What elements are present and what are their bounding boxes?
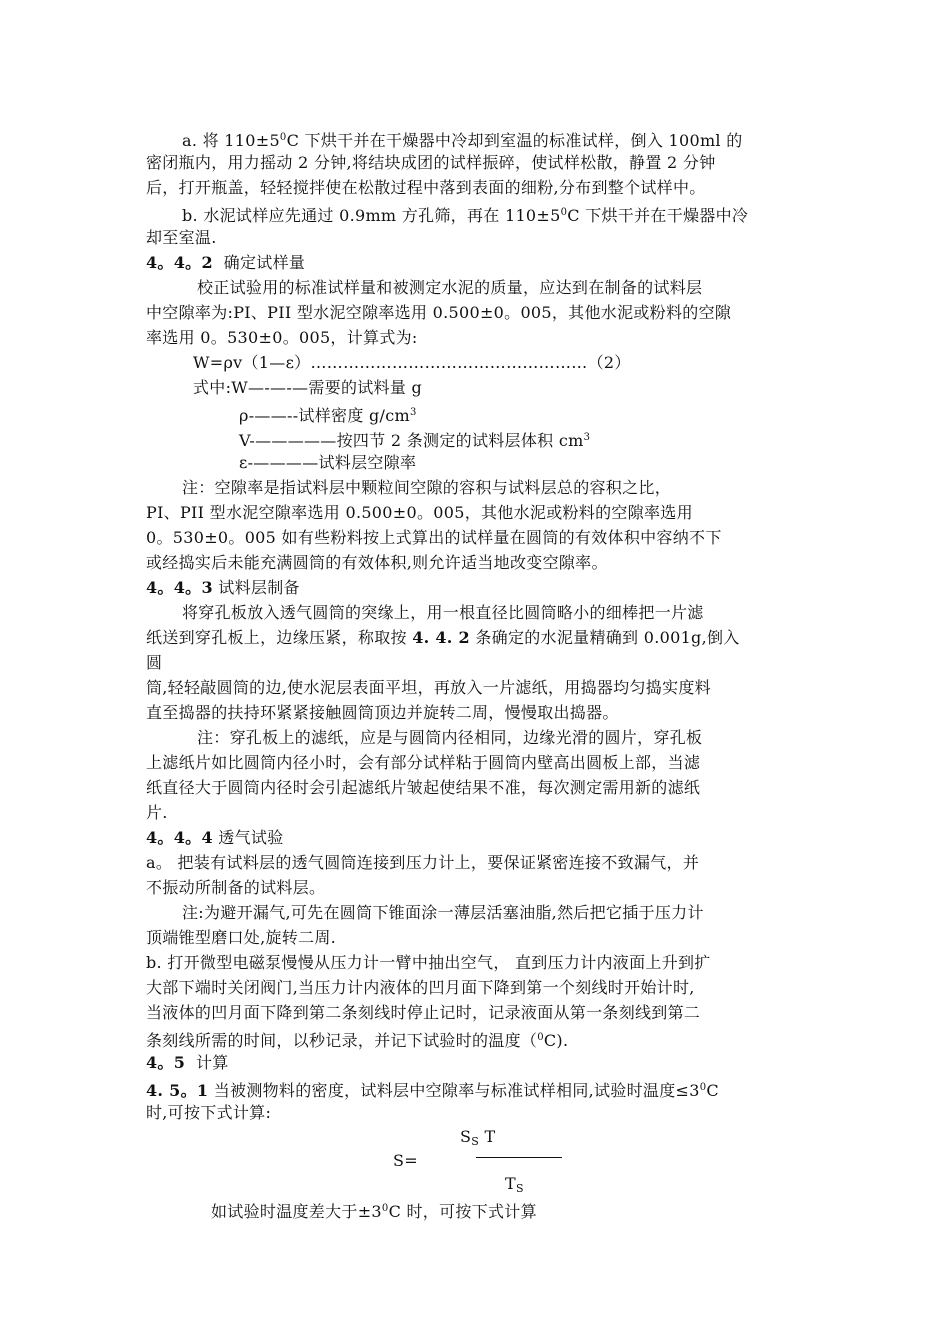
note-443-line-2: 上滤纸片如比圆筒内径小时，会有部分试样粘于圆筒内壁高出圆板上部，当滤: [146, 753, 701, 772]
formula-denominator: $T_S$: [505, 1174, 524, 1195]
where-v: V-—————按四节 2 条测定的试料层体积 $cm^3$: [239, 431, 591, 450]
where-w: 式中:W—-—-—需要的试料量 g: [193, 378, 423, 397]
para-444b-line-1: b. 打开微型电磁泵慢慢从压力计一臂中抽出空气， 直到压力计内液面上升到扩: [146, 953, 711, 972]
para-443-line-2: 纸送到穿孔板上，边缘压紧，称取按 4. 4. 2 条确定的水泥量精确到 0.001g,倒入: [146, 628, 740, 647]
para-b-line-2: 却至室温.: [146, 228, 217, 247]
para-a-line-1: a. 将 $110\pm 5^0C$ 下烘干并在干燥器中冷却到室温的标准试样，倒入 100ml 的: [182, 131, 743, 150]
para-451-line-1: 4. 5。1 当被测物料的密度，试料层中空隙率与标准试样相同,试验时温度$\le 3^0C$: [146, 1081, 719, 1100]
para-443-line-3: 圆: [146, 653, 163, 672]
para-443-line-1: 将穿孔板放入透气圆筒的突缘上，用一根直径比圆筒略小的细棒把一片滤: [182, 603, 704, 622]
note-442-line-1: 注：空隙率是指试料层中颗粒间空隙的容积与试料层总的容积之比，: [182, 478, 672, 497]
para-a-line-2: 密闭瓶内，用力摇动 2 分钟,将结块成团的试样振碎，使试样松散，静置 2 分钟: [146, 153, 716, 172]
para-a-line-3: 后，打开瓶盖，轻轻搅拌使在松散过程中落到表面的细粉,分布到整个试样中。: [146, 178, 706, 197]
note-444-line-2: 顶端锥型磨口处,旋转二周.: [146, 928, 337, 947]
note-443-line-3: 纸直径大于圆筒内径时会引起滤纸片皱起使结果不准，每次测定需用新的滤纸: [146, 778, 701, 797]
formula-numerator: $S_S$ T: [460, 1127, 496, 1148]
formula-w: W=ρv（1—ε）……………………………………………（2）: [193, 353, 631, 372]
note-442-line-3: 0。530±0。005 如有些粉料按上式算出的试样量在圆筒的有效体积中容纳不下: [146, 528, 722, 547]
note-442-line-2: PI、PII 型水泥空隙率选用 0.500±0。005，其他水泥或粉料的空隙率选用: [146, 503, 693, 522]
where-epsilon: ε-————试料层空隙率: [239, 453, 417, 472]
para-451-line-2: 时,可按下式计算:: [146, 1103, 272, 1122]
heading-4-5: 4。5 计算: [146, 1053, 229, 1072]
where-rho: ρ-——--试样密度 $g/cm^3$: [239, 406, 417, 425]
para-443-line-5: 直至捣器的扶持环紧紧接触圆筒顶边并旋转二周，慢慢取出捣器。: [146, 703, 619, 722]
para-444b-line-4: 条刻线所需的时间，以秒记录，并记下试验时的温度（$^0$C).: [146, 1031, 569, 1050]
para-b-line-1: b. 水泥试样应先通过 0.9mm 方孔筛，再在 $110\pm 5^0C$ 下烘干并在干燥器中冷: [182, 206, 749, 225]
note-442-line-4: 或经捣实后未能充满圆筒的有效体积,则允许适当地改变空隙率。: [146, 553, 608, 572]
note-443-line-1: 注：穿孔板上的滤纸，应是与圆筒内径相同，边缘光滑的圆片，穿孔板: [197, 728, 703, 747]
para-temp-diff: 如试验时温度差大于$\pm 3^0C$ 时，可按下式计算: [211, 1202, 537, 1221]
heading-4-4-4: 4。4。4 透气试验: [146, 828, 284, 847]
heading-4-4-3: 4。4。3 试料层制备: [146, 578, 300, 597]
note-444-line-1: 注:为避开漏气,可先在圆筒下锥面涂一薄层活塞油脂,然后把它插于压力计: [182, 903, 704, 922]
para-444a-line-2: 不振动所制备的试料层。: [146, 878, 326, 897]
para-442-line-1: 校正试验用的标准试样量和被测定水泥的质量，应达到在制备的试料层: [197, 278, 703, 297]
para-443-line-4: 筒,轻轻敲圆筒的边,使水泥层表面平坦，再放入一片滤纸，用捣器均匀捣实度料: [146, 678, 711, 697]
heading-4-4-2: 4。4。2 确定试样量: [146, 253, 306, 272]
para-442-line-2: 中空隙率为:PI、PII 型水泥空隙率选用 0.500±0。005，其他水泥或粉料的空隙: [146, 303, 732, 322]
note-443-line-4: 片.: [146, 803, 168, 822]
para-444a-line-1: a。 把装有试料层的透气圆筒连接到压力计上，要保证紧密连接不致漏气，并: [146, 853, 700, 872]
formula-lhs: S=: [393, 1151, 418, 1170]
para-444b-line-3: 当液体的凹月面下降到第二条刻线时停止记时，记录液面从第一条刻线到第二: [146, 1003, 701, 1022]
para-444b-line-2: 大部下端时关闭阀门,当压力计内液体的凹月面下降到第一个刻线时开始计时,: [146, 978, 695, 997]
para-442-line-3: 率选用 0。530±0。005，计算式为:: [146, 328, 418, 347]
fraction-bar: [476, 1157, 562, 1158]
